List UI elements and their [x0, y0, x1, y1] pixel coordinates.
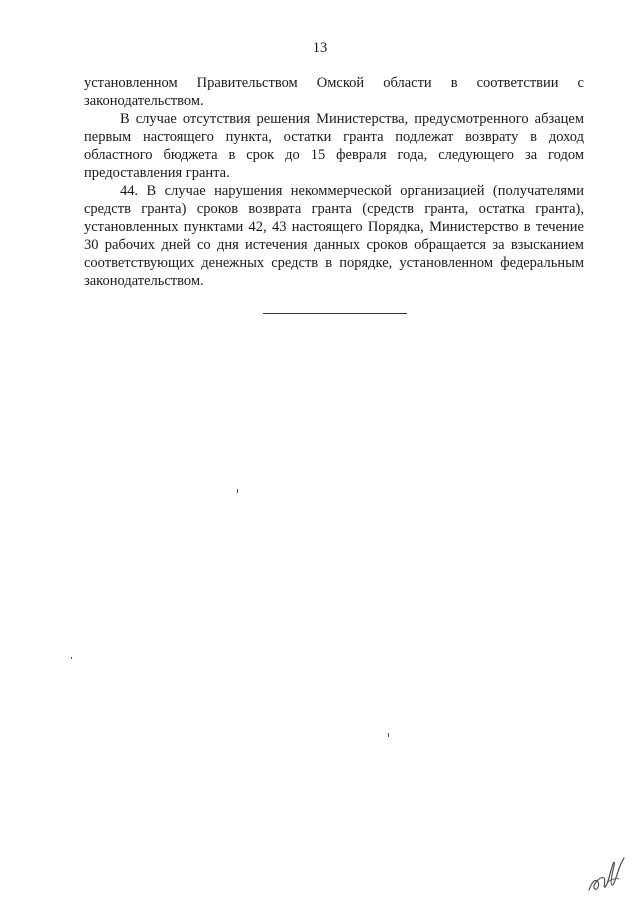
scan-speck	[388, 733, 389, 737]
scan-speck	[71, 657, 72, 659]
signature-icon	[586, 852, 626, 896]
paragraph-continuation: установленном Правительством Омской области в соответствии с законодательством.	[84, 75, 584, 109]
paragraph-no-decision: В случае отсутствия решения Министерства, предусмотренного абзацем первым настоящего пункта, остатки гранта подлежат возврату в доход областного бюджета в срок до 15 февраля года, следующего за годом предоставления гранта.	[84, 111, 584, 181]
scan-speck	[237, 489, 238, 493]
paragraph-44: 44. В случае нарушения некоммерческой организацией (получателями средств гранта) сроков возврата гранта (средств гранта, остатка гранта), установленных пунктами 42, 43 настоящего Порядка, Министерство в течение 30 рабочих дней со дня истечения данных сроков обращается за взысканием соответствующих денежных средств в порядке, установленном федеральным законодательством.	[84, 183, 584, 289]
end-of-text-divider	[263, 313, 407, 314]
document-body	[84, 74, 584, 290]
page-number: 13	[312, 40, 328, 56]
